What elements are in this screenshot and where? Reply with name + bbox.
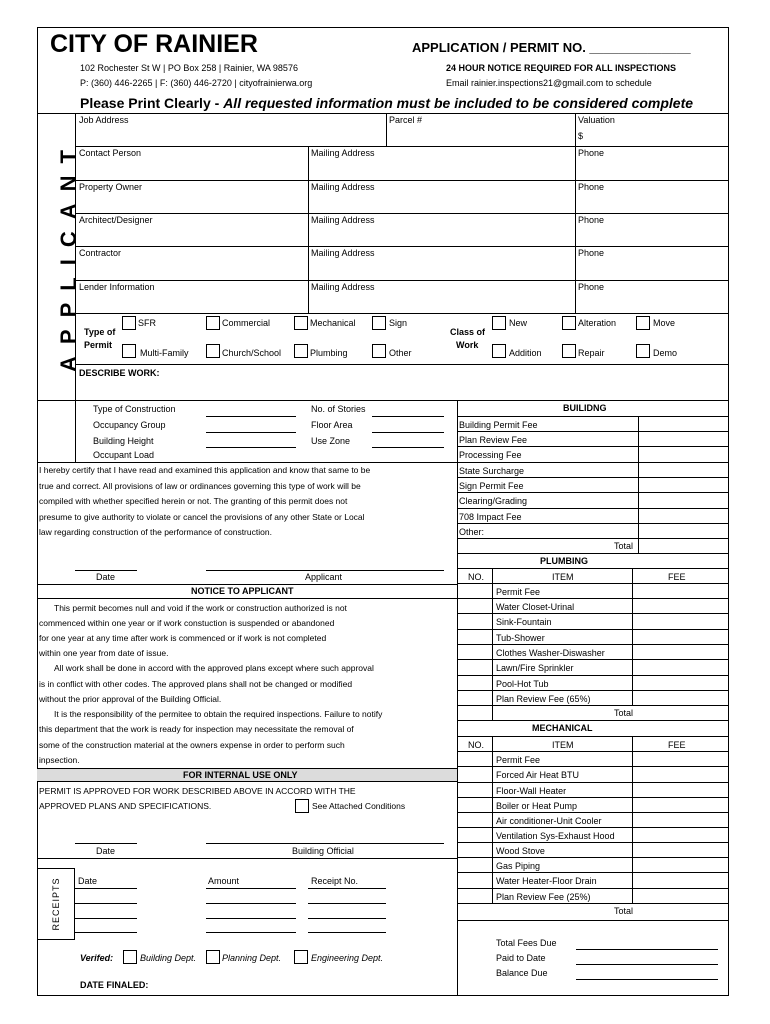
sfr-label: SFR (138, 318, 156, 328)
other-label: Other (389, 348, 412, 358)
state-surcharge-label: State Surcharge (459, 466, 525, 476)
plumbing-fee-header: FEE (668, 572, 686, 582)
print-clearly-label: Please Print Clearly - (80, 95, 224, 111)
multi-family-label: Multi-Family (140, 348, 189, 358)
balance-due-label: Balance Due (496, 968, 548, 978)
plumbing-item-washer: Clothes Washer-Diswasher (496, 648, 605, 658)
notice-line-8: It is the responsibility of the permitee to obtain the required inspections. Failure to notify (54, 709, 383, 719)
plumbing-item-plan-review: Plan Review Fee (65%) (496, 694, 591, 704)
mechanical-no-header: NO. (468, 740, 485, 750)
occupant-load-label: Occupant Load (93, 450, 155, 460)
applicant-date-label: Date (96, 572, 116, 582)
plumbing-item-sink: Sink-Fountain (496, 617, 552, 627)
demo-checkbox[interactable] (636, 344, 650, 358)
owner-mailing-label: Mailing Address (311, 182, 375, 192)
mechanical-label: Mechanical (310, 318, 356, 328)
mechanical-item-water-heater: Water Heater-Floor Drain (496, 876, 597, 886)
print-clearly (80, 96, 693, 110)
sfr-checkbox[interactable] (122, 316, 136, 330)
notice-line-11: inpsection. (39, 755, 80, 765)
property-owner-label: Property Owner (79, 182, 143, 192)
date-finaled-label: DATE FINALED: (80, 980, 149, 990)
mechanical-item-forced-air: Forced Air Heat BTU (496, 770, 580, 780)
official-date-label: Date (96, 846, 116, 856)
plumbing-item-sprinkler: Lawn/Fire Sprinkler (496, 663, 574, 673)
new-checkbox[interactable] (492, 316, 506, 330)
mechanical-item-ventilation: Ventilation Sys-Exhaust Hood (496, 831, 615, 841)
notice-line-6: is in conflict with other codes. The approved plans shall not be changed or modified (39, 679, 353, 689)
architect-phone-label: Phone (578, 215, 605, 225)
notice-line-7: without the prior approval of the Building Official. (39, 694, 222, 704)
notice-line-1: This permit becomes null and void if the work or construction authorized is not (54, 603, 347, 613)
mechanical-item-wood-stove: Wood Stove (496, 846, 545, 856)
valuation-input[interactable] (586, 128, 726, 145)
new-label: New (509, 318, 528, 328)
valuation-label: Valuation (578, 115, 615, 125)
plumbing-item-header: ITEM (552, 572, 574, 582)
notice-line-3: for one year at any time after work is commenced or if work is not completed (39, 633, 327, 643)
receipts-side-label: RECEIPTS (51, 877, 61, 931)
mechanical-item-gas: Gas Piping (496, 861, 541, 871)
processing-fee-label: Processing Fee (459, 450, 522, 460)
commercial-label: Commercial (222, 318, 271, 328)
floor-area-label: Floor Area (311, 420, 353, 430)
stories-label: No. of Stories (311, 404, 366, 414)
mechanical-checkbox[interactable] (294, 316, 308, 330)
occupancy-group-label: Occupancy Group (93, 420, 166, 430)
plumbing-total-label: Total (614, 708, 634, 718)
print-clearly-note: All requested information must be included to be considered complete (223, 95, 694, 111)
certification-line-3: compiled with whether specified herein or not. The granting of this permit does not (39, 496, 348, 506)
plumbing-item-permit: Permit Fee (496, 587, 541, 597)
applicant-side-label: APPLICANT (56, 138, 81, 372)
total-fees-due-label: Total Fees Due (496, 938, 557, 948)
move-checkbox[interactable] (636, 316, 650, 330)
internal-use-title: FOR INTERNAL USE ONLY (183, 770, 298, 780)
plan-review-fee-label: Plan Review Fee (459, 435, 528, 445)
mechanical-total-label: Total (614, 906, 634, 916)
type-of-permit-label-2: Permit (84, 340, 113, 350)
verified-label: Verifed: (80, 953, 114, 963)
class-of-work-label-2: Work (456, 340, 479, 350)
church-school-checkbox[interactable] (206, 344, 220, 358)
certification-line-1: I hereby certify that I have read and examined this application and know that same to be (39, 465, 371, 475)
mechanical-title: MECHANICAL (532, 723, 593, 733)
clearing-grading-label: Clearing/Grading (459, 496, 528, 506)
repair-label: Repair (578, 348, 605, 358)
notice-line-5: All work shall be done in accord with the approved plans except where such approval (54, 663, 374, 673)
mechanical-item-ac: Air conditioner-Unit Cooler (496, 816, 602, 826)
permit-number-label: APPLICATION / PERMIT NO. ______________ (412, 40, 691, 55)
alteration-label: Alteration (578, 318, 617, 328)
receipt-amount-label: Amount (208, 876, 240, 886)
internal-approval-line-2: APPROVED PLANS AND SPECIFICATIONS. (39, 801, 212, 811)
notice-line-2: commenced within one year or if work constuction is suspended or abandoned (39, 618, 335, 628)
contractor-mailing-label: Mailing Address (311, 248, 375, 258)
plumbing-checkbox[interactable] (294, 344, 308, 358)
certification-line-5: law regarding construction of the performance of construction. (39, 527, 272, 537)
see-attached-checkbox[interactable] (295, 799, 309, 813)
engineering-dept-checkbox[interactable] (294, 950, 308, 964)
notice-title: NOTICE TO APPLICANT (191, 586, 294, 596)
impact-fee-label: 708 Impact Fee (459, 512, 522, 522)
plumbing-item-water-closet: Water Closet-Urinal (496, 602, 575, 612)
multi-family-checkbox[interactable] (122, 344, 136, 358)
plumbing-title: PLUMBING (540, 556, 588, 566)
valuation-dollar: $ (578, 131, 584, 141)
building-dept-label: Building Dept. (140, 953, 197, 963)
sign-permit-fee-label: Sign Permit Fee (459, 481, 524, 491)
other-fee-label: Other: (459, 527, 485, 537)
type-of-permit-label-1: Type of (84, 327, 116, 337)
construction-type-label: Type of Construction (93, 404, 176, 414)
notice-line-9: this department that the work is ready for inspection may necessitate the removal of (39, 724, 354, 734)
mechanical-item-header: ITEM (552, 740, 574, 750)
applicant-signature-label: Applicant (305, 572, 343, 582)
city-contact: P: (360) 446-2265 | F: (360) 446-2720 | cityofrainierwa.org (80, 78, 313, 88)
plumbing-item-pool: Pool-Hot Tub (496, 679, 549, 689)
notice-line-10: some of the construction material at the owners expense in order to perform such (39, 740, 345, 750)
class-of-work-label-1: Class of (450, 327, 486, 337)
city-title: CITY OF RAINIER (50, 30, 258, 58)
describe-work-input[interactable] (76, 380, 728, 400)
sign-checkbox[interactable] (372, 316, 386, 330)
move-label: Move (653, 318, 676, 328)
job-address-label: Job Address (79, 115, 129, 125)
mechanical-fee-header: FEE (668, 740, 686, 750)
parcel-label: Parcel # (389, 115, 423, 125)
building-height-label: Building Height (93, 436, 154, 446)
mechanical-item-plan-review: Plan Review Fee (25%) (496, 892, 591, 902)
mechanical-item-floor-wall: Floor-Wall Heater (496, 786, 567, 796)
lender-phone-label: Phone (578, 282, 605, 292)
engineering-dept-label: Engineering Dept. (311, 953, 384, 963)
plumbing-no-header: NO. (468, 572, 485, 582)
mechanical-item-boiler: Boiler or Heat Pump (496, 801, 578, 811)
building-dept-checkbox[interactable] (123, 950, 137, 964)
addition-label: Addition (509, 348, 542, 358)
certification-line-4: presume to give authority to violate or cancel the provisions of any other State or Local (39, 512, 365, 522)
use-zone-label: Use Zone (311, 436, 351, 446)
demo-label: Demo (653, 348, 678, 358)
sign-label: Sign (389, 318, 408, 328)
job-address-input[interactable] (76, 126, 384, 145)
repair-checkbox[interactable] (562, 344, 576, 358)
contact-person-label: Contact Person (79, 148, 142, 158)
receipt-date-label: Date (78, 876, 98, 886)
see-attached-label: See Attached Conditions (312, 801, 406, 811)
notice-line-4: within one year from date of issue. (39, 648, 169, 658)
contractor-phone-label: Phone (578, 248, 605, 258)
church-school-label: Church/School (222, 348, 282, 358)
describe-work-label: DESCRIBE WORK: (79, 368, 160, 378)
planning-dept-label: Planning Dept. (222, 953, 282, 963)
alteration-checkbox[interactable] (562, 316, 576, 330)
contact-phone-label: Phone (578, 148, 605, 158)
paid-to-date-label: Paid to Date (496, 953, 546, 963)
receipt-number-label: Receipt No. (311, 876, 359, 886)
city-address: 102 Rochester St W | PO Box 258 | Rainier, WA 98576 (80, 63, 298, 73)
commercial-checkbox[interactable] (206, 316, 220, 330)
inspection-email: Email rainier.inspections21@gmail.com to schedule (446, 78, 652, 88)
contact-mailing-label: Mailing Address (311, 148, 375, 158)
contractor-label: Contractor (79, 248, 122, 258)
building-total-label: Total (614, 541, 634, 551)
addition-checkbox[interactable] (492, 344, 506, 358)
architect-mailing-label: Mailing Address (311, 215, 375, 225)
architect-label: Architect/Designer (79, 215, 153, 225)
parcel-input[interactable] (387, 126, 573, 145)
internal-approval-line-1: PERMIT IS APPROVED FOR WORK DESCRIBED ABOVE IN ACCORD WITH THE (39, 786, 356, 796)
planning-dept-checkbox[interactable] (206, 950, 220, 964)
other-checkbox[interactable] (372, 344, 386, 358)
lender-label: Lender Information (79, 282, 155, 292)
building-fees-title: BUILIDNG (563, 403, 607, 413)
plumbing-label: Plumbing (310, 348, 348, 358)
plumbing-item-tub: Tub-Shower (496, 633, 545, 643)
mechanical-item-permit: Permit Fee (496, 755, 541, 765)
building-permit-fee-label: Building Permit Fee (459, 420, 538, 430)
building-official-label: Building Official (292, 846, 354, 856)
owner-phone-label: Phone (578, 182, 605, 192)
inspection-notice: 24 HOUR NOTICE REQUIRED FOR ALL INSPECTIONS (446, 63, 677, 73)
certification-line-2: true and correct. All provisions of law or ordinances governing this type of work will be (39, 481, 361, 491)
lender-mailing-label: Mailing Address (311, 282, 375, 292)
